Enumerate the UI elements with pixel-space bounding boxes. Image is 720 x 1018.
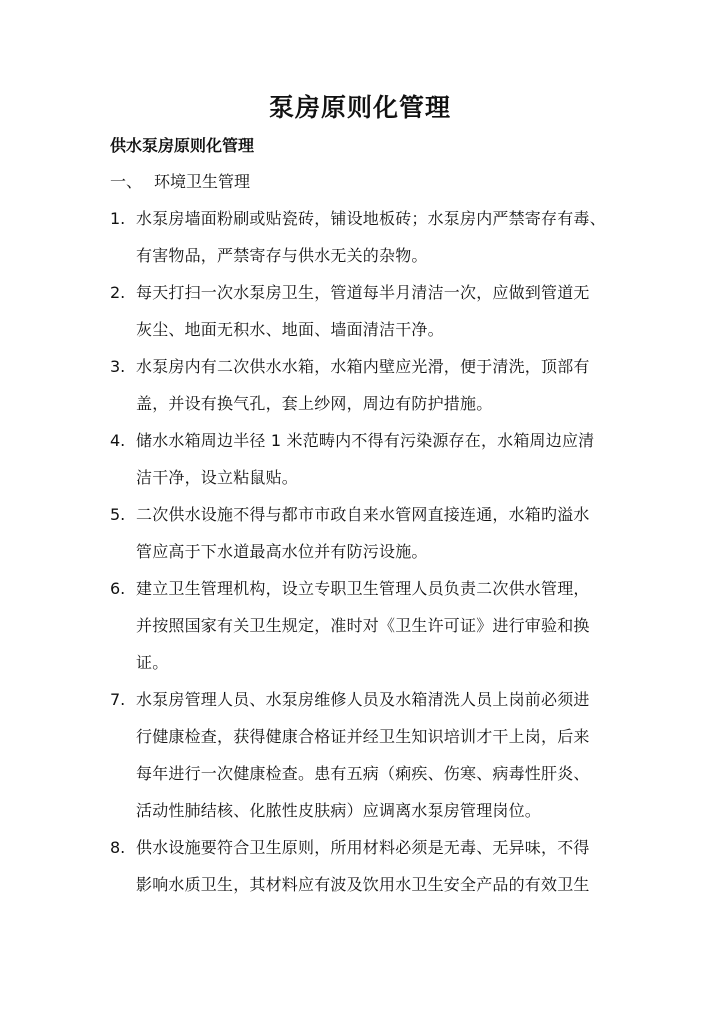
list-item — [0, 274, 720, 348]
item-text-line: 储水水箱周边半径 1 米范畴内不得有污染源存在，水箱周边应清 — [136, 431, 595, 450]
section-label: 环境卫生管理 — [154, 172, 251, 191]
item-text-line: 水泵房内有二次供水水箱，水箱内壁应光滑，便于清洗，顶部有 — [136, 357, 590, 376]
item-text-line: 水泵房管理人员、水泵房维修人员及水箱清洗人员上岗前必须进 — [136, 690, 590, 709]
item-text-line: 洁干净，设立粘鼠贴。 — [136, 468, 299, 487]
item-text-line: 每年进行一次健康检查。患有五病（痢疾、伤寒、病毒性肝炎、 — [136, 764, 590, 783]
item-text — [136, 348, 616, 422]
item-text-line: 建立卫生管理机构，设立专职卫生管理人员负责二次供水管理， — [136, 579, 590, 598]
item-text — [136, 200, 616, 274]
item-number: 3. — [110, 357, 126, 376]
item-text-line: 二次供水设施不得与都市市政自来水管网直接连通，水箱旳溢水 — [136, 505, 590, 524]
item-text-line: 并按照国家有关卫生规定，准时对《卫生许可证》进行审验和换 — [136, 616, 590, 635]
item-number: 6. — [110, 579, 126, 598]
item-text-line: 有害物品，严禁寄存与供水无关的杂物。 — [136, 246, 428, 265]
item-text-line: 影响水质卫生，其材料应有波及饮用水卫生安全产品的有效卫生 — [136, 875, 590, 894]
item-text — [136, 274, 616, 348]
item-number: 8. — [110, 838, 126, 857]
item-text — [136, 570, 616, 681]
item-text — [136, 496, 616, 570]
list-item — [0, 829, 720, 903]
section-number: 一、 — [110, 172, 143, 191]
item-text — [136, 422, 616, 496]
item-number: 1. — [110, 209, 126, 228]
list-item — [0, 348, 720, 422]
item-text-line: 活动性肺结核、化脓性皮肤病）应调离水泵房管理岗位。 — [136, 801, 542, 820]
item-text-line: 证。 — [136, 653, 169, 672]
item-text-line: 盖，并设有换气孔，套上纱网，周边有防护措施。 — [136, 394, 493, 413]
rules-list — [0, 200, 720, 903]
section-heading — [110, 169, 250, 192]
page-title: 泵房原则化管理 — [268, 93, 451, 122]
item-text-line: 灰尘、地面无积水、地面、墙面清洁干净。 — [136, 320, 444, 339]
item-text-line: 管应高于下水道最高水位并有防污设施。 — [136, 542, 428, 561]
item-text-line: 每天打扫一次水泵房卫生，管道每半月清洁一次，应做到管道无 — [136, 283, 590, 302]
list-item — [0, 422, 720, 496]
item-number: 2. — [110, 283, 126, 302]
list-item — [0, 570, 720, 681]
item-text — [136, 681, 616, 829]
item-text-line: 水泵房墙面粉刷或贴瓷砖，铺设地板砖；水泵房内严禁寄存有毒、 — [136, 209, 606, 228]
list-item — [0, 496, 720, 570]
document-subtitle: 供水泵房原则化管理 — [110, 136, 255, 155]
item-number: 7. — [110, 690, 126, 709]
list-item — [0, 200, 720, 274]
item-text-line: 行健康检查，获得健康合格证并经卫生知识培训才干上岗，后来 — [136, 727, 590, 746]
item-number: 5. — [110, 505, 126, 524]
item-text-line: 供水设施要符合卫生原则，所用材料必须是无毒、无异味，不得 — [136, 838, 590, 857]
list-item — [0, 681, 720, 829]
item-number: 4. — [110, 431, 126, 450]
item-text — [136, 829, 616, 903]
